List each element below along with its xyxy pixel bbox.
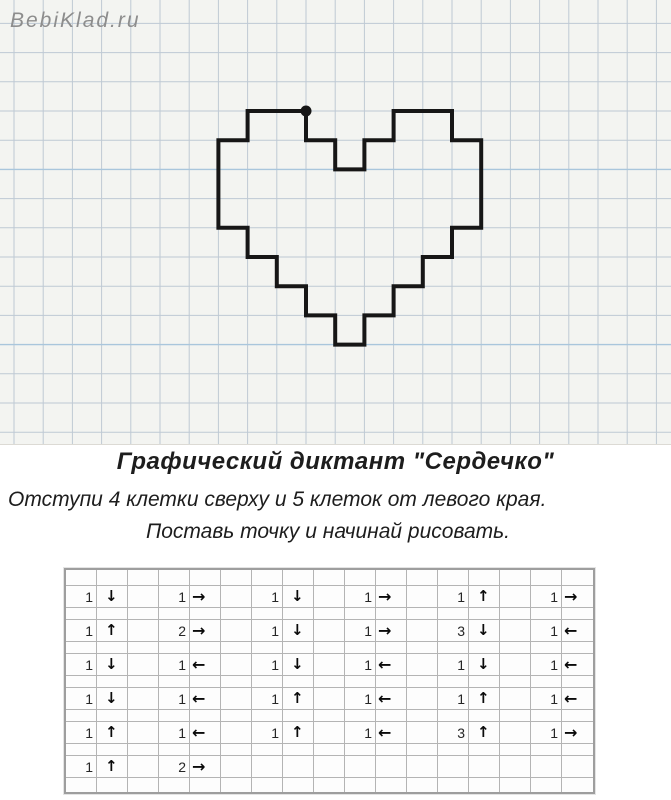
table-cell xyxy=(128,778,159,792)
table-cell xyxy=(500,570,531,586)
step-count: 1 xyxy=(159,722,190,744)
table-cell xyxy=(314,654,345,676)
table-cell xyxy=(531,676,562,688)
left-arrow-icon: ← xyxy=(376,722,407,744)
right-arrow-icon: → xyxy=(190,620,221,642)
table-cell xyxy=(376,744,407,756)
step-count: 1 xyxy=(66,756,97,778)
down-arrow-icon: ↓ xyxy=(283,654,314,676)
step-count: 1 xyxy=(159,586,190,608)
table-cell xyxy=(407,688,438,710)
table-cell xyxy=(66,570,97,586)
step-count: 1 xyxy=(345,722,376,744)
table-cell xyxy=(159,744,190,756)
step-count: 1 xyxy=(345,688,376,710)
table-cell xyxy=(221,778,252,792)
step-count: 1 xyxy=(345,620,376,642)
left-arrow-icon: ← xyxy=(376,654,407,676)
table-cell xyxy=(345,744,376,756)
table-cell xyxy=(438,608,469,620)
step-count: 1 xyxy=(66,722,97,744)
step-count: 1 xyxy=(252,688,283,710)
table-cell xyxy=(221,710,252,722)
left-arrow-icon: ← xyxy=(562,654,593,676)
left-arrow-icon: ← xyxy=(562,688,593,710)
table-cell xyxy=(407,620,438,642)
down-arrow-icon: ↓ xyxy=(97,586,128,608)
table-cell xyxy=(407,586,438,608)
table-cell xyxy=(469,778,500,792)
table-cell xyxy=(345,642,376,654)
step-count: 1 xyxy=(66,654,97,676)
table-cell xyxy=(66,642,97,654)
table-cell xyxy=(221,586,252,608)
table-cell xyxy=(128,642,159,654)
table-cell xyxy=(531,710,562,722)
table-cell xyxy=(221,688,252,710)
table-cell xyxy=(128,608,159,620)
table-cell xyxy=(190,642,221,654)
table-cell xyxy=(252,608,283,620)
table-cell xyxy=(469,744,500,756)
table-cell xyxy=(190,676,221,688)
table-cell xyxy=(407,778,438,792)
table-cell xyxy=(159,710,190,722)
table-cell xyxy=(345,608,376,620)
watermark: BebiKlad.ru xyxy=(10,9,141,32)
table-cell xyxy=(531,642,562,654)
table-cell xyxy=(562,676,593,688)
table-cell xyxy=(500,688,531,710)
table-cell xyxy=(407,570,438,586)
left-arrow-icon: ← xyxy=(562,620,593,642)
table-cell xyxy=(97,710,128,722)
right-arrow-icon: → xyxy=(376,620,407,642)
step-count: 1 xyxy=(531,722,562,744)
right-arrow-icon: → xyxy=(376,586,407,608)
table-cell xyxy=(345,570,376,586)
table-cell xyxy=(562,642,593,654)
table-cell xyxy=(376,756,407,778)
table-cell xyxy=(407,654,438,676)
step-count: 1 xyxy=(438,654,469,676)
table-cell xyxy=(376,570,407,586)
step-count: 2 xyxy=(159,756,190,778)
table-cell xyxy=(531,608,562,620)
table-cell xyxy=(252,642,283,654)
step-count: 1 xyxy=(66,688,97,710)
up-arrow-icon: ↑ xyxy=(283,688,314,710)
table-cell xyxy=(66,778,97,792)
page-title: Графический диктант "Сердечко" xyxy=(116,448,555,475)
table-cell xyxy=(159,778,190,792)
dictation-table xyxy=(64,568,595,794)
table-cell xyxy=(221,676,252,688)
step-count: 1 xyxy=(438,586,469,608)
table-cell xyxy=(128,710,159,722)
table-cell xyxy=(314,608,345,620)
table-cell xyxy=(314,586,345,608)
table-cell xyxy=(190,710,221,722)
table-cell xyxy=(190,570,221,586)
table-cell xyxy=(314,642,345,654)
table-cell xyxy=(376,710,407,722)
table-cell xyxy=(66,608,97,620)
step-count: 1 xyxy=(345,654,376,676)
step-count: 2 xyxy=(159,620,190,642)
table-cell xyxy=(97,778,128,792)
table-cell xyxy=(438,778,469,792)
table-cell xyxy=(314,570,345,586)
table-cell xyxy=(314,756,345,778)
table-cell xyxy=(500,676,531,688)
table-cell xyxy=(562,744,593,756)
table-cell xyxy=(500,586,531,608)
table-cell xyxy=(314,620,345,642)
table-cell xyxy=(376,676,407,688)
left-arrow-icon: ← xyxy=(376,688,407,710)
table-cell xyxy=(438,676,469,688)
table-cell xyxy=(159,570,190,586)
right-arrow-icon: → xyxy=(562,722,593,744)
table-cell xyxy=(407,756,438,778)
table-cell xyxy=(283,710,314,722)
left-arrow-icon: ← xyxy=(190,654,221,676)
step-count: 1 xyxy=(531,688,562,710)
right-arrow-icon: → xyxy=(562,586,593,608)
table-cell xyxy=(562,778,593,792)
table-cell xyxy=(314,688,345,710)
right-arrow-icon: → xyxy=(190,586,221,608)
left-arrow-icon: ← xyxy=(190,722,221,744)
up-arrow-icon: ↑ xyxy=(469,688,500,710)
table-cell xyxy=(500,722,531,744)
table-cell xyxy=(345,676,376,688)
table-cell xyxy=(500,654,531,676)
step-count: 1 xyxy=(159,654,190,676)
table-cell xyxy=(283,642,314,654)
table-cell xyxy=(531,570,562,586)
table-cell xyxy=(438,710,469,722)
table-cell xyxy=(376,608,407,620)
table-cell xyxy=(159,676,190,688)
table-cell xyxy=(128,756,159,778)
table-cell xyxy=(314,778,345,792)
down-arrow-icon: ↓ xyxy=(283,620,314,642)
table-cell xyxy=(469,676,500,688)
table-cell xyxy=(562,570,593,586)
step-count: 1 xyxy=(252,620,283,642)
table-cell xyxy=(66,710,97,722)
table-cell xyxy=(314,722,345,744)
step-count: 1 xyxy=(252,654,283,676)
table-cell xyxy=(221,744,252,756)
table-cell xyxy=(252,676,283,688)
table-cell xyxy=(531,744,562,756)
table-cell xyxy=(128,688,159,710)
table-cell xyxy=(376,778,407,792)
table-cell xyxy=(438,744,469,756)
instruction-line-2: Поставь точку и начинай рисовать. xyxy=(145,520,510,543)
down-arrow-icon: ↓ xyxy=(97,654,128,676)
table-cell xyxy=(531,756,562,778)
step-count: 1 xyxy=(531,620,562,642)
table-cell xyxy=(407,676,438,688)
table-cell xyxy=(500,744,531,756)
table-cell xyxy=(190,778,221,792)
right-arrow-icon: → xyxy=(190,756,221,778)
table-cell xyxy=(159,642,190,654)
table-cell xyxy=(221,570,252,586)
step-count: 1 xyxy=(531,654,562,676)
table-cell xyxy=(252,710,283,722)
table-cell xyxy=(221,642,252,654)
up-arrow-icon: ↑ xyxy=(469,586,500,608)
step-count: 1 xyxy=(438,688,469,710)
step-count: 1 xyxy=(66,586,97,608)
start-dot xyxy=(301,106,312,117)
table-cell xyxy=(283,608,314,620)
table-cell xyxy=(128,654,159,676)
table-cell xyxy=(159,608,190,620)
table-cell xyxy=(252,778,283,792)
table-cell xyxy=(190,744,221,756)
table-cell xyxy=(66,744,97,756)
table-cell xyxy=(314,744,345,756)
table-cell xyxy=(283,756,314,778)
up-arrow-icon: ↑ xyxy=(97,722,128,744)
step-count: 3 xyxy=(438,722,469,744)
step-count: 3 xyxy=(438,620,469,642)
table-cell xyxy=(97,608,128,620)
table-cell xyxy=(221,756,252,778)
table-cell xyxy=(500,642,531,654)
step-count: 1 xyxy=(159,688,190,710)
table-cell xyxy=(252,744,283,756)
table-cell xyxy=(128,744,159,756)
table-cell xyxy=(500,778,531,792)
table-cell xyxy=(221,608,252,620)
table-cell xyxy=(283,744,314,756)
down-arrow-icon: ↓ xyxy=(469,654,500,676)
table-cell xyxy=(97,744,128,756)
up-arrow-icon: ↑ xyxy=(469,722,500,744)
down-arrow-icon: ↓ xyxy=(97,688,128,710)
table-cell xyxy=(562,756,593,778)
up-arrow-icon: ↑ xyxy=(283,722,314,744)
table-cell xyxy=(469,710,500,722)
table-cell xyxy=(500,608,531,620)
table-cell xyxy=(469,608,500,620)
up-arrow-icon: ↑ xyxy=(97,756,128,778)
table-cell xyxy=(128,722,159,744)
table-cell xyxy=(531,778,562,792)
table-cell xyxy=(252,756,283,778)
down-arrow-icon: ↓ xyxy=(469,620,500,642)
table-cell xyxy=(314,676,345,688)
table-cell xyxy=(500,756,531,778)
left-arrow-icon: ← xyxy=(190,688,221,710)
table-cell xyxy=(128,676,159,688)
table-cell xyxy=(345,778,376,792)
table-cell xyxy=(221,654,252,676)
table-cell xyxy=(469,570,500,586)
table-cell xyxy=(314,710,345,722)
table-cell xyxy=(438,642,469,654)
table-cell xyxy=(376,642,407,654)
up-arrow-icon: ↑ xyxy=(97,620,128,642)
step-count: 1 xyxy=(252,722,283,744)
table-cell xyxy=(469,642,500,654)
table-cell xyxy=(500,620,531,642)
table-cell xyxy=(438,570,469,586)
table-cell xyxy=(407,608,438,620)
table-cell xyxy=(407,642,438,654)
step-count: 1 xyxy=(66,620,97,642)
table-cell xyxy=(66,676,97,688)
table-cell xyxy=(438,756,469,778)
table-cell xyxy=(128,586,159,608)
step-count: 1 xyxy=(345,586,376,608)
table-cell xyxy=(283,676,314,688)
table-cell xyxy=(407,744,438,756)
table-cell xyxy=(97,642,128,654)
table-cell xyxy=(128,570,159,586)
step-count: 1 xyxy=(252,586,283,608)
table-cell xyxy=(97,570,128,586)
table-cell xyxy=(562,710,593,722)
step-count: 1 xyxy=(531,586,562,608)
table-cell xyxy=(345,756,376,778)
table-cell xyxy=(190,608,221,620)
table-cell xyxy=(469,756,500,778)
table-cell xyxy=(345,710,376,722)
table-cell xyxy=(562,608,593,620)
table-cell xyxy=(500,710,531,722)
table-cell xyxy=(128,620,159,642)
table-cell xyxy=(407,722,438,744)
table-cell xyxy=(221,722,252,744)
table-cell xyxy=(407,710,438,722)
table-cell xyxy=(283,778,314,792)
instruction-line-1: Отступи 4 клетки сверху и 5 клеток от левого края. xyxy=(8,488,547,511)
table-cell xyxy=(252,570,283,586)
table-cell xyxy=(283,570,314,586)
table-cell xyxy=(97,676,128,688)
table-cell xyxy=(221,620,252,642)
down-arrow-icon: ↓ xyxy=(283,586,314,608)
